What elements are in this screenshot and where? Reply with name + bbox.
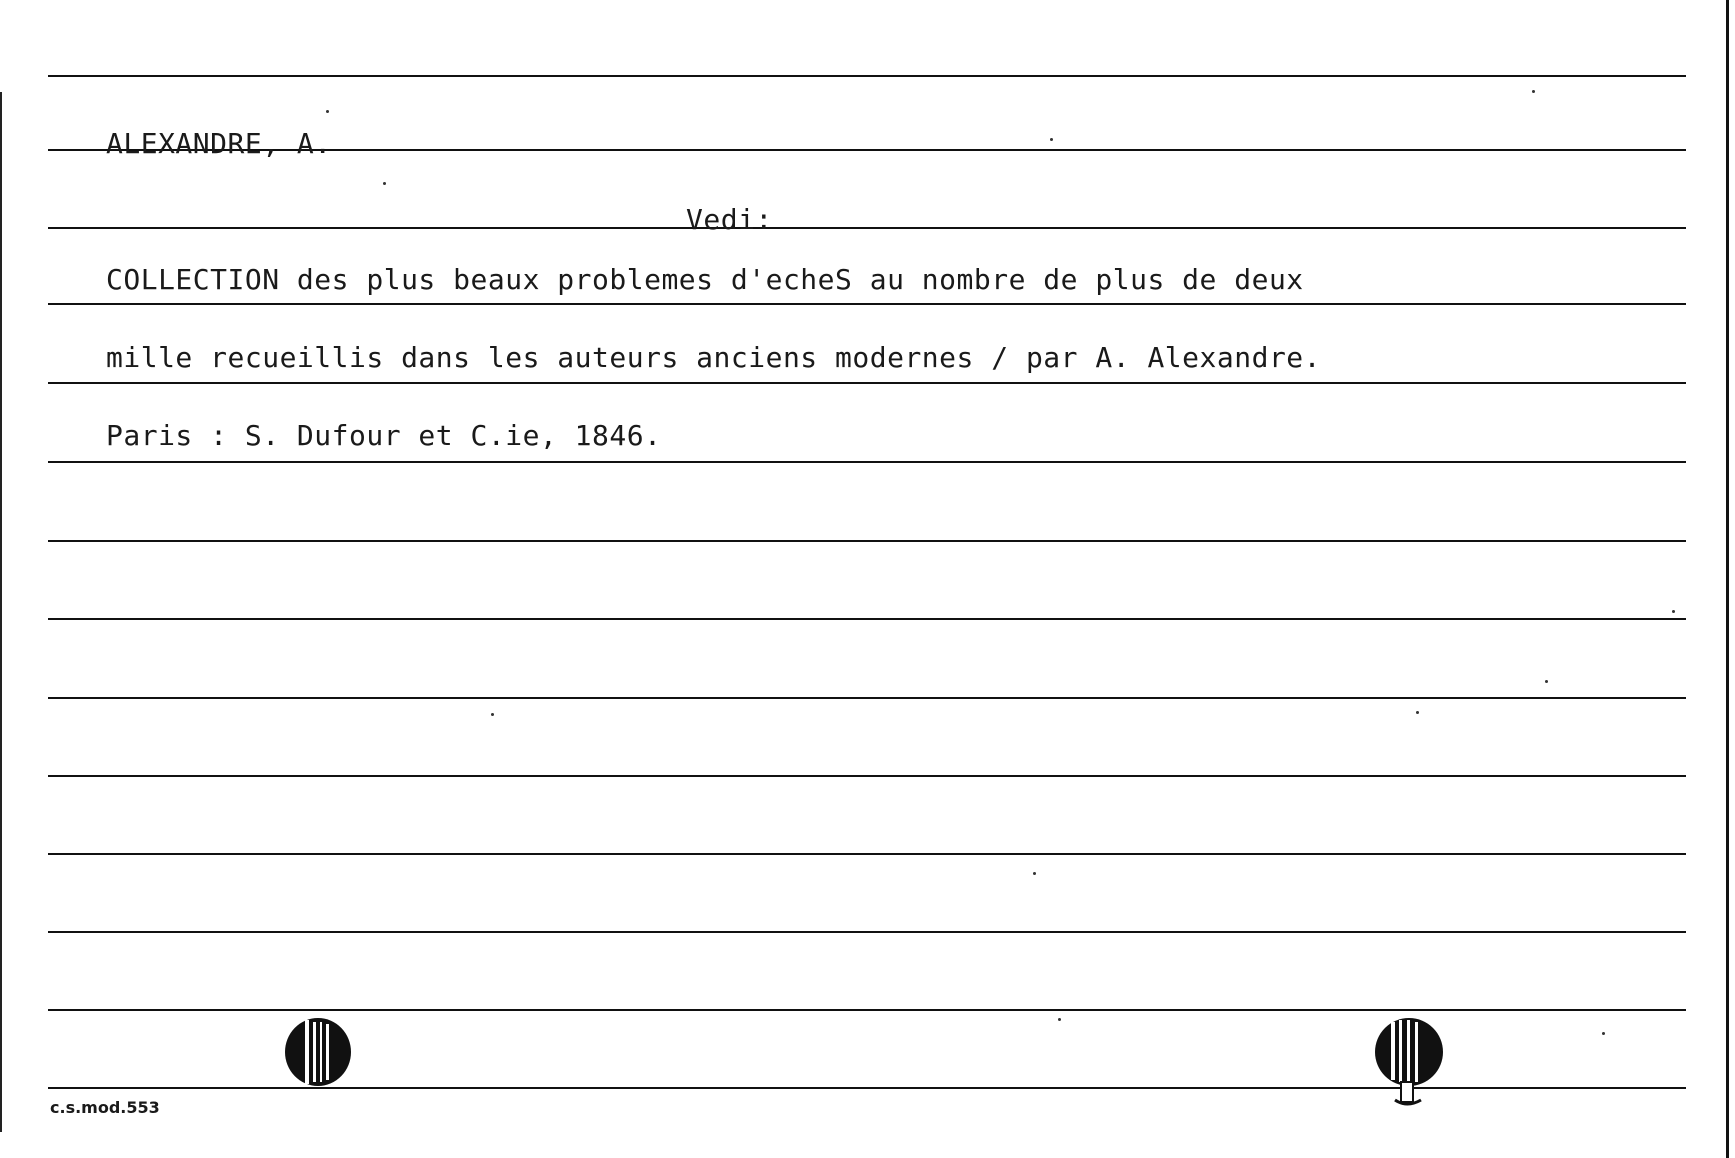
punch-hole-icon	[1373, 1016, 1443, 1088]
description-line: mille recueillis dans les auteurs anciens modernes / par A. Alexandre.	[106, 341, 1322, 374]
ruled-line	[48, 382, 1686, 384]
dust-speck	[1050, 138, 1053, 141]
dust-speck	[326, 110, 329, 113]
ruled-line	[48, 1009, 1686, 1011]
ruled-line	[48, 931, 1686, 933]
ruled-line	[48, 75, 1686, 77]
ruled-line	[48, 618, 1686, 620]
dust-speck	[1058, 1018, 1061, 1021]
ruled-line	[48, 461, 1686, 463]
dust-speck	[1532, 90, 1535, 93]
ruled-line	[48, 303, 1686, 305]
form-code: c.s.mod.553	[50, 1098, 160, 1117]
card-left-edge	[0, 92, 2, 1132]
description-line: COLLECTION des plus beaux problemes d'echeS au nombre de plus de deux	[106, 263, 1304, 296]
dust-speck	[1545, 680, 1548, 683]
ruled-line	[48, 853, 1686, 855]
dust-speck	[383, 182, 386, 185]
ruled-line	[48, 697, 1686, 699]
author-heading: ALEXANDRE, A.	[106, 127, 332, 160]
card-right-edge	[1726, 0, 1729, 1158]
ruled-line	[48, 227, 1686, 229]
dust-speck	[1416, 711, 1419, 714]
see-reference-label: Vedi:	[686, 203, 773, 236]
dust-speck	[1602, 1032, 1605, 1035]
ruled-line	[48, 540, 1686, 542]
dust-speck	[1033, 872, 1036, 875]
dust-speck	[1672, 610, 1675, 613]
imprint-line: Paris : S. Dufour et C.ie, 1846.	[106, 419, 662, 452]
ruled-line	[48, 775, 1686, 777]
dust-speck	[491, 713, 494, 716]
punch-hole-icon	[283, 1016, 353, 1088]
